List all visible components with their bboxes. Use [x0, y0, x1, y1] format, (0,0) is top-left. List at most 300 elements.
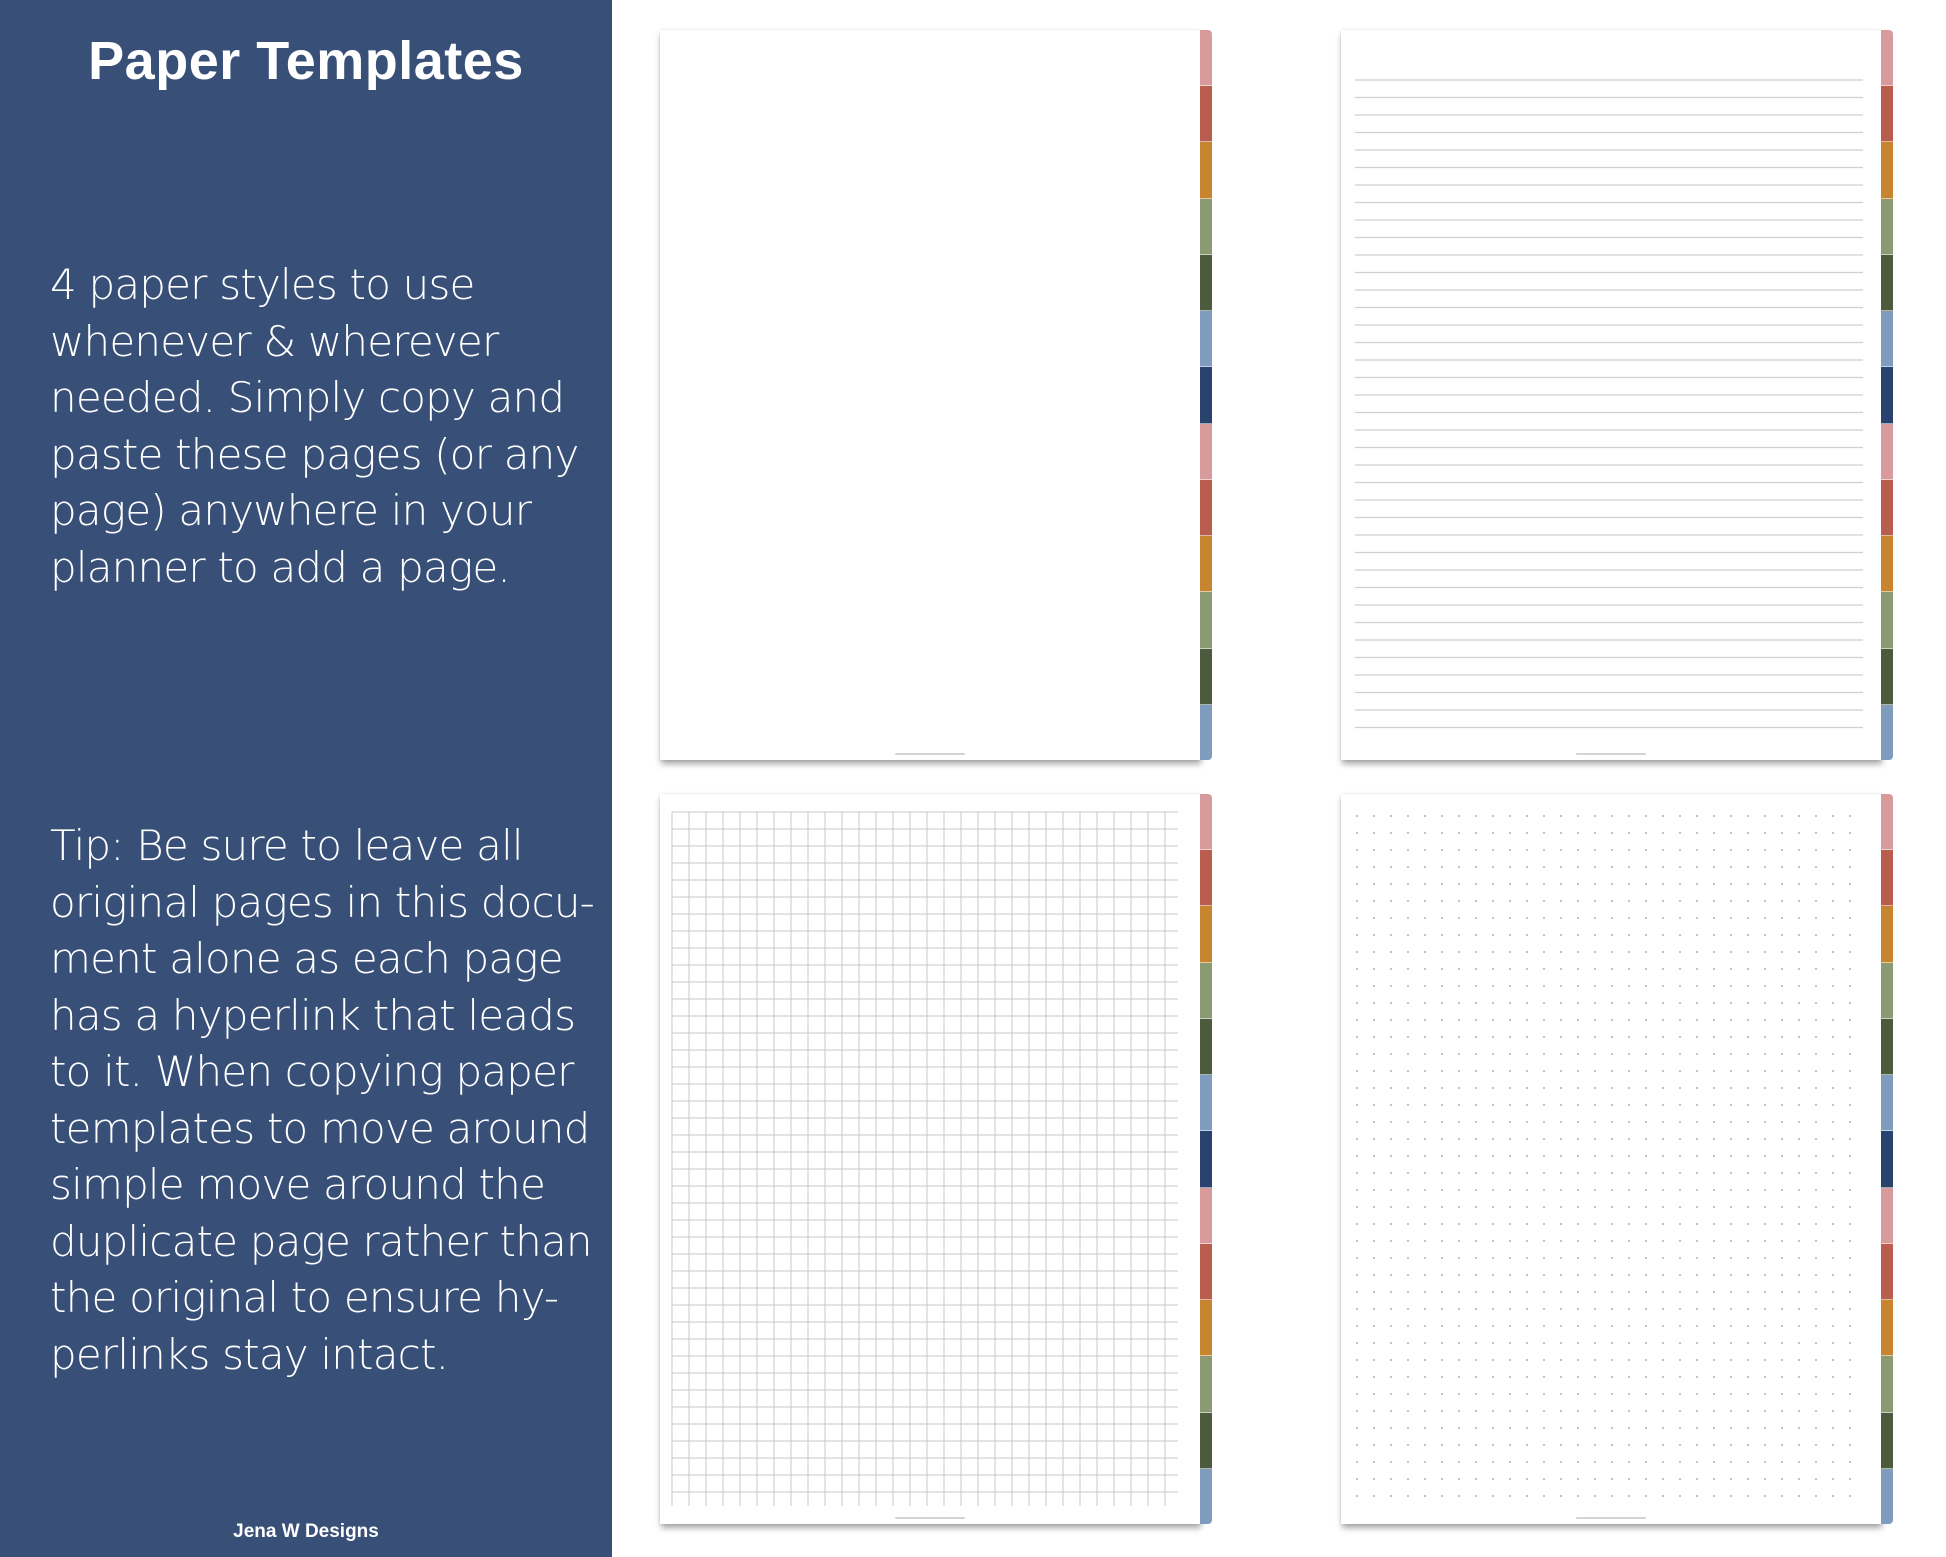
grid-dot — [1849, 1376, 1851, 1378]
grid-dot — [1611, 883, 1613, 885]
section-tab[interactable] — [1200, 255, 1212, 311]
grid-dot — [1458, 1155, 1460, 1157]
grid-dot — [1662, 1461, 1664, 1463]
grid-dot — [1390, 1444, 1392, 1446]
grid-dot — [1713, 900, 1715, 902]
section-tab[interactable] — [1200, 311, 1212, 367]
grid-dot — [1815, 1410, 1817, 1412]
section-tab[interactable] — [1200, 480, 1212, 536]
grid-dot — [1407, 1104, 1409, 1106]
grid-dot — [1458, 1223, 1460, 1225]
section-tab[interactable] — [1881, 424, 1893, 480]
grid-dot — [1492, 951, 1494, 953]
grid-dot — [1679, 1410, 1681, 1412]
grid-dot — [1356, 1257, 1358, 1259]
section-tab[interactable] — [1200, 850, 1212, 906]
grid-dot — [1815, 1053, 1817, 1055]
grid-dot — [1764, 1121, 1766, 1123]
grid-dot — [1390, 1155, 1392, 1157]
grid-dot — [1509, 934, 1511, 936]
section-tab[interactable] — [1881, 30, 1893, 86]
grid-dot — [1475, 985, 1477, 987]
grid-dot — [1730, 1376, 1732, 1378]
grid-dot — [1441, 1087, 1443, 1089]
grid-dot — [1458, 1495, 1460, 1497]
grid-dot — [1696, 1053, 1698, 1055]
grid-dot — [1815, 1036, 1817, 1038]
grid-dot — [1611, 866, 1613, 868]
grid-dot — [1356, 1393, 1358, 1395]
grid-dot — [1543, 985, 1545, 987]
grid-dot — [1390, 832, 1392, 834]
grid-dot — [1730, 866, 1732, 868]
description-line: page) anywhere in your — [50, 486, 532, 535]
grid-dot — [1577, 866, 1579, 868]
grid-dot — [1526, 1478, 1528, 1480]
grid-dot — [1747, 1393, 1749, 1395]
grid-dot — [1679, 968, 1681, 970]
grid-dot — [1577, 1495, 1579, 1497]
tip-text — [50, 818, 595, 1383]
section-tab[interactable] — [1200, 592, 1212, 648]
grid-dot — [1509, 1461, 1511, 1463]
section-tab[interactable] — [1881, 649, 1893, 705]
grid-dot — [1526, 1002, 1528, 1004]
grid-dot — [1492, 1223, 1494, 1225]
dot-paper-template[interactable] — [1341, 794, 1881, 1524]
blank-paper-template[interactable] — [660, 30, 1200, 760]
grid-dot — [1662, 1121, 1664, 1123]
grid-dot — [1764, 1461, 1766, 1463]
grid-dot — [1798, 866, 1800, 868]
grid-dot — [1696, 1342, 1698, 1344]
grid-dot — [1798, 1291, 1800, 1293]
grid-dot — [1781, 985, 1783, 987]
grid-dot — [1628, 1393, 1630, 1395]
grid-dot — [1373, 1427, 1375, 1429]
grid-dot — [1560, 1291, 1562, 1293]
grid-dot — [1747, 1342, 1749, 1344]
grid-dot — [1628, 917, 1630, 919]
grid-dot — [1713, 1291, 1715, 1293]
section-tab[interactable] — [1200, 1188, 1212, 1244]
grid-dot — [1747, 1257, 1749, 1259]
grid-dot — [1373, 985, 1375, 987]
grid-dot — [1747, 1138, 1749, 1140]
grid-dot — [1798, 1189, 1800, 1191]
grid-dot — [1832, 1036, 1834, 1038]
grid-dot — [1407, 1342, 1409, 1344]
grid-dot — [1611, 1410, 1613, 1412]
section-tab[interactable] — [1200, 199, 1212, 255]
grid-dot — [1543, 1495, 1545, 1497]
grid-dot — [1492, 1427, 1494, 1429]
section-tab[interactable] — [1881, 480, 1893, 536]
grid-dot — [1407, 1410, 1409, 1412]
grid-dot — [1696, 1172, 1698, 1174]
grid-dot — [1730, 1478, 1732, 1480]
section-tab[interactable] — [1881, 705, 1893, 760]
section-tab[interactable] — [1881, 86, 1893, 142]
grid-dot — [1407, 832, 1409, 834]
grid-dot — [1764, 1240, 1766, 1242]
grid-dot — [1713, 1461, 1715, 1463]
grid-dot — [1645, 985, 1647, 987]
grid-dot — [1509, 1308, 1511, 1310]
section-tab[interactable] — [1881, 1131, 1893, 1187]
grid-dot — [1407, 1478, 1409, 1480]
grid-dot — [1696, 917, 1698, 919]
grid-dot — [1815, 1495, 1817, 1497]
section-tab[interactable] — [1881, 906, 1893, 962]
grid-dot — [1424, 1325, 1426, 1327]
grid-dot — [1849, 1172, 1851, 1174]
grid-dot — [1628, 1121, 1630, 1123]
grid-dot — [1407, 883, 1409, 885]
grid-dot — [1526, 1087, 1528, 1089]
section-tab[interactable] — [1200, 705, 1212, 760]
section-tab[interactable] — [1881, 1300, 1893, 1356]
grid-dot — [1611, 934, 1613, 936]
grid-dot — [1424, 1376, 1426, 1378]
grid-dot — [1645, 1087, 1647, 1089]
grid-dot — [1458, 968, 1460, 970]
grid-dot — [1832, 1478, 1834, 1480]
grid-dot — [1373, 1461, 1375, 1463]
section-tabs — [1881, 794, 1893, 1524]
grid-dot — [1594, 1444, 1596, 1446]
grid-dot — [1696, 934, 1698, 936]
grid-dot — [1560, 883, 1562, 885]
grid-dot — [1577, 1393, 1579, 1395]
grid-dot — [1458, 1138, 1460, 1140]
tip-line: Tip: Be sure to leave all — [50, 821, 523, 870]
grid-dot — [1458, 1104, 1460, 1106]
grid-dot — [1611, 1104, 1613, 1106]
grid-dot — [1713, 934, 1715, 936]
grid-dot — [1594, 1478, 1596, 1480]
grid-dot — [1832, 1240, 1834, 1242]
grid-dot — [1373, 1053, 1375, 1055]
grid-dot — [1730, 1155, 1732, 1157]
grid-dot — [1594, 1376, 1596, 1378]
grid-dot — [1832, 934, 1834, 936]
section-tab[interactable] — [1200, 1244, 1212, 1300]
grid-dot — [1832, 1444, 1834, 1446]
grid-dot — [1611, 1240, 1613, 1242]
lined-paper-template[interactable] — [1341, 30, 1881, 760]
grid-dot — [1815, 1325, 1817, 1327]
grid-dot — [1594, 832, 1596, 834]
grid-dot — [1458, 951, 1460, 953]
grid-dot — [1475, 866, 1477, 868]
grid-dot — [1645, 1359, 1647, 1361]
grid-dot — [1815, 1257, 1817, 1259]
grid-dot — [1594, 968, 1596, 970]
grid-dot — [1781, 1393, 1783, 1395]
grid-dot — [1662, 1359, 1664, 1361]
grid-dot — [1492, 1070, 1494, 1072]
grid-dot — [1594, 1427, 1596, 1429]
grid-dot — [1492, 1376, 1494, 1378]
grid-dot — [1509, 1495, 1511, 1497]
grid-dot — [1509, 1070, 1511, 1072]
grid-dot — [1543, 1444, 1545, 1446]
section-tab[interactable] — [1881, 142, 1893, 198]
grid-dot — [1798, 1461, 1800, 1463]
grid-dot — [1475, 1206, 1477, 1208]
grid-dot — [1628, 951, 1630, 953]
grid-dot — [1832, 917, 1834, 919]
grid-dot — [1356, 1274, 1358, 1276]
grid-dot — [1815, 1172, 1817, 1174]
grid-dot — [1407, 985, 1409, 987]
grid-dot — [1577, 1308, 1579, 1310]
grid-dot — [1730, 968, 1732, 970]
grid-dot — [1543, 1359, 1545, 1361]
grid-dot — [1611, 1291, 1613, 1293]
grid-dot — [1696, 1427, 1698, 1429]
section-tab[interactable] — [1881, 592, 1893, 648]
grid-dot — [1832, 968, 1834, 970]
section-tabs — [1200, 30, 1212, 760]
grid-dot — [1611, 1002, 1613, 1004]
grid-dot — [1509, 1104, 1511, 1106]
grid-dot — [1730, 883, 1732, 885]
description-line: 4 paper styles to use — [50, 260, 475, 309]
grid-dot — [1407, 1461, 1409, 1463]
grid-dot — [1815, 1427, 1817, 1429]
grid-dot — [1594, 1019, 1596, 1021]
grid-dot — [1560, 1019, 1562, 1021]
grid-dot — [1764, 951, 1766, 953]
section-tab[interactable] — [1200, 1075, 1212, 1131]
grid-dot — [1781, 1104, 1783, 1106]
grid-dot — [1458, 1342, 1460, 1344]
grid-dot — [1441, 1444, 1443, 1446]
grid-dot — [1849, 1223, 1851, 1225]
grid-dot — [1798, 1206, 1800, 1208]
grid-dot — [1730, 815, 1732, 817]
grid-dot — [1679, 1359, 1681, 1361]
section-tab[interactable] — [1200, 142, 1212, 198]
grid-dot — [1560, 917, 1562, 919]
section-tab[interactable] — [1881, 311, 1893, 367]
grid-dot — [1849, 900, 1851, 902]
grid-dot — [1373, 968, 1375, 970]
grid-dot — [1730, 1444, 1732, 1446]
section-tab[interactable] — [1881, 1469, 1893, 1524]
section-tab[interactable] — [1200, 536, 1212, 592]
section-tab[interactable] — [1881, 794, 1893, 850]
grid-dot — [1543, 1308, 1545, 1310]
section-tab[interactable] — [1881, 255, 1893, 311]
grid-dot — [1509, 985, 1511, 987]
grid-dot — [1730, 1393, 1732, 1395]
grid-dot — [1781, 1206, 1783, 1208]
grid-dot — [1645, 1121, 1647, 1123]
grid-dot — [1713, 1206, 1715, 1208]
grid-dot — [1407, 1495, 1409, 1497]
grid-dot — [1781, 832, 1783, 834]
grid-dot — [1492, 1087, 1494, 1089]
grid-dot — [1849, 1359, 1851, 1361]
grid-dot — [1594, 1274, 1596, 1276]
grid-dot — [1764, 849, 1766, 851]
grid-dot — [1679, 1478, 1681, 1480]
grid-dot — [1407, 1223, 1409, 1225]
grid-dot — [1356, 917, 1358, 919]
grid-dot — [1424, 1121, 1426, 1123]
section-tab[interactable] — [1881, 367, 1893, 423]
section-tab[interactable] — [1881, 536, 1893, 592]
grid-dot — [1764, 1138, 1766, 1140]
grid-dot — [1356, 1308, 1358, 1310]
grid-dot — [1662, 1376, 1664, 1378]
grid-dot — [1441, 985, 1443, 987]
grid-dot — [1458, 1070, 1460, 1072]
grid-dot — [1458, 1478, 1460, 1480]
grid-dot — [1662, 1393, 1664, 1395]
grid-dot — [1594, 1257, 1596, 1259]
section-tab[interactable] — [1200, 1356, 1212, 1412]
grid-dot — [1662, 815, 1664, 817]
grid-dot — [1492, 815, 1494, 817]
grid-dot — [1832, 1291, 1834, 1293]
grid-dot — [1373, 1257, 1375, 1259]
grid-dot — [1662, 883, 1664, 885]
section-tab[interactable] — [1881, 850, 1893, 906]
grid-dot — [1798, 1002, 1800, 1004]
grid-dot — [1679, 1427, 1681, 1429]
section-tab[interactable] — [1200, 86, 1212, 142]
section-tab[interactable] — [1200, 30, 1212, 86]
grid-dot — [1475, 1087, 1477, 1089]
grid-dot — [1390, 1308, 1392, 1310]
section-tab[interactable] — [1200, 1300, 1212, 1356]
section-tab[interactable] — [1200, 794, 1212, 850]
grid-dot — [1373, 1308, 1375, 1310]
section-tab[interactable] — [1881, 1356, 1893, 1412]
grid-dot — [1781, 917, 1783, 919]
grid-dot — [1747, 1427, 1749, 1429]
grid-dot — [1441, 1189, 1443, 1191]
description-line: paste these pages (or any — [50, 429, 579, 479]
description-text — [50, 257, 595, 596]
grid-dot — [1577, 883, 1579, 885]
grid-dot — [1747, 1053, 1749, 1055]
grid-dot — [1577, 1223, 1579, 1225]
grid-dot — [1475, 1002, 1477, 1004]
grid-paper-template[interactable] — [660, 794, 1200, 1524]
grid-dot — [1611, 1053, 1613, 1055]
grid-dot — [1696, 1019, 1698, 1021]
grid-dot — [1798, 1427, 1800, 1429]
grid-dot — [1798, 900, 1800, 902]
grid-dot — [1730, 1053, 1732, 1055]
section-tab[interactable] — [1881, 1244, 1893, 1300]
grid-dot — [1713, 866, 1715, 868]
grid-dot — [1815, 1019, 1817, 1021]
grid-dot — [1832, 1138, 1834, 1140]
section-tab[interactable] — [1200, 367, 1212, 423]
section-tab[interactable] — [1881, 1188, 1893, 1244]
brand-name: Jena W Designs — [233, 1521, 379, 1542]
grid-dot — [1696, 1325, 1698, 1327]
section-tab[interactable] — [1881, 1019, 1893, 1075]
grid-dot — [1458, 1410, 1460, 1412]
grid-dot — [1475, 1189, 1477, 1191]
section-tab[interactable] — [1881, 199, 1893, 255]
grid-dot — [1509, 917, 1511, 919]
grid-dot — [1492, 1393, 1494, 1395]
section-tab[interactable] — [1200, 1131, 1212, 1187]
grid-dot — [1849, 815, 1851, 817]
section-tab[interactable] — [1200, 649, 1212, 705]
grid-dot — [1560, 1070, 1562, 1072]
grid-dot — [1815, 900, 1817, 902]
grid-dot — [1407, 1019, 1409, 1021]
grid-dot — [1611, 815, 1613, 817]
grid-dot — [1594, 917, 1596, 919]
grid-dot — [1679, 1087, 1681, 1089]
section-tab[interactable] — [1200, 1413, 1212, 1469]
grid-dot — [1594, 1087, 1596, 1089]
grid-dot — [1781, 1461, 1783, 1463]
section-tab[interactable] — [1200, 1469, 1212, 1524]
grid-dot — [1373, 866, 1375, 868]
grid-dot — [1424, 815, 1426, 817]
grid-dot — [1611, 917, 1613, 919]
grid-dot — [1407, 900, 1409, 902]
grid-dot — [1441, 1478, 1443, 1480]
grid-dot — [1441, 883, 1443, 885]
grid-dot — [1781, 1087, 1783, 1089]
grid-dot — [1577, 951, 1579, 953]
grid-dot — [1679, 1223, 1681, 1225]
section-tab[interactable] — [1881, 963, 1893, 1019]
section-tab[interactable] — [1881, 1413, 1893, 1469]
grid-dot — [1679, 815, 1681, 817]
grid-dot — [1458, 832, 1460, 834]
section-tab[interactable] — [1200, 424, 1212, 480]
grid-dot — [1798, 1087, 1800, 1089]
grid-dot — [1832, 1427, 1834, 1429]
grid-dot — [1679, 1240, 1681, 1242]
grid-dot — [1781, 1257, 1783, 1259]
section-tab[interactable] — [1881, 1075, 1893, 1131]
grid-dot — [1611, 1461, 1613, 1463]
grid-dot — [1645, 1240, 1647, 1242]
grid-dot — [1390, 934, 1392, 936]
grid-dot — [1390, 1053, 1392, 1055]
grid-dot — [1628, 849, 1630, 851]
grid-dot — [1543, 1461, 1545, 1463]
grid-dot — [1645, 849, 1647, 851]
section-tab[interactable] — [1200, 1019, 1212, 1075]
grid-dot — [1424, 1393, 1426, 1395]
grid-dot — [1713, 1087, 1715, 1089]
grid-dot — [1679, 1172, 1681, 1174]
section-tab[interactable] — [1200, 963, 1212, 1019]
grid-dot — [1526, 1053, 1528, 1055]
section-tab[interactable] — [1200, 906, 1212, 962]
grid-dot — [1373, 1036, 1375, 1038]
grid-dot — [1424, 1410, 1426, 1412]
grid-dot — [1390, 1206, 1392, 1208]
grid-dot — [1577, 1444, 1579, 1446]
grid-dot — [1407, 1087, 1409, 1089]
